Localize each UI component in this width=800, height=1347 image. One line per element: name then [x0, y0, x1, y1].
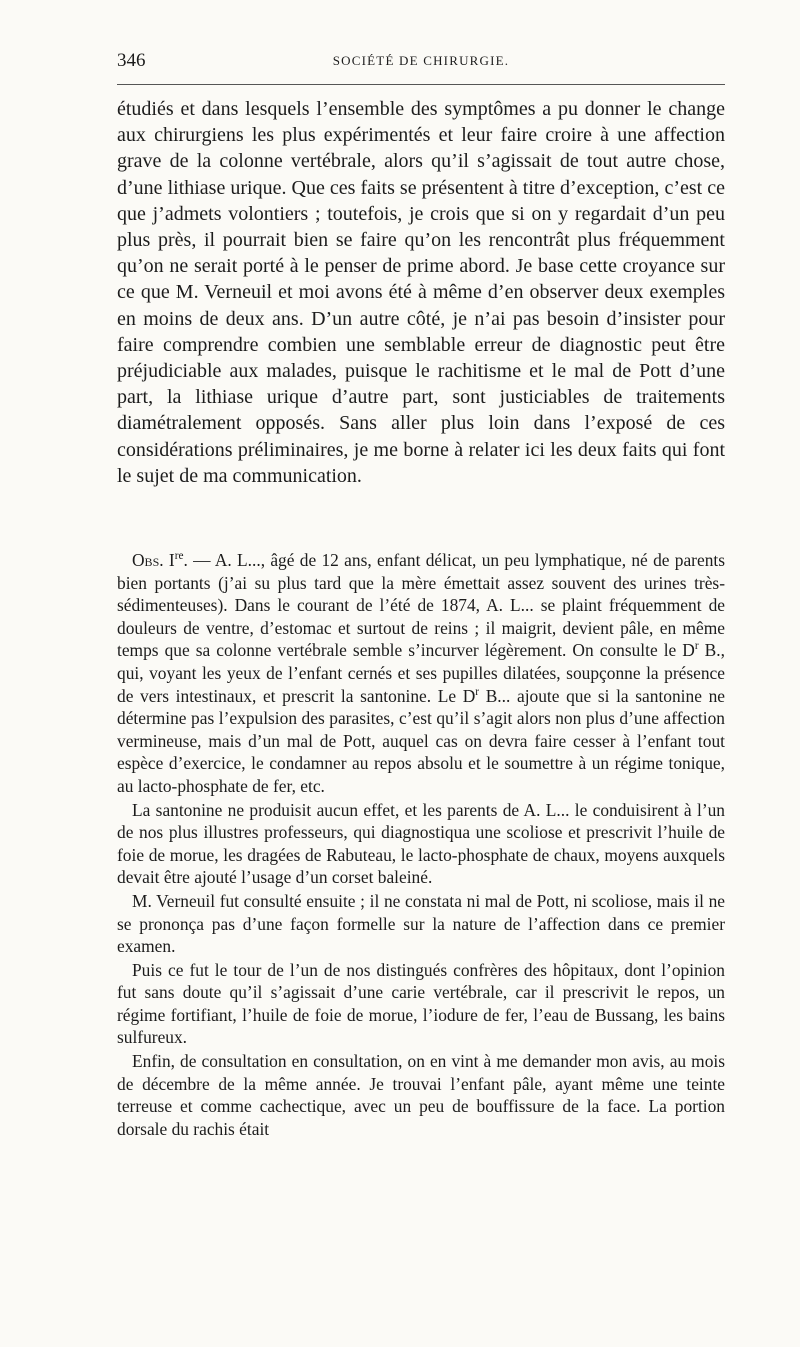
- observation-block: [117, 549, 725, 1140]
- observation-paragraph-1: [117, 549, 725, 798]
- obs-text-1: . — A. L..., âgé de 12 ans, enfant délicat, un peu lymphatique, né de parents bien portants (j’ai su plus tard que la mère émettait assez souvent des urines très-sédimenteuses). Dans le courant de l’été de 1874, A. L... se plaint fréquemment de douleurs de ventre, d’estomac et surtout de reins ; il maigrit, devient pâle, en même temps que sa colonne vertébrale semble s’incurver légèrement. On consulte le D: [117, 550, 725, 661]
- obs-label: Obs.: [132, 550, 164, 570]
- obs-text-2: B., qui, voyant les yeux de l’enfant cernés et ses pupilles dilatées, soupçonne la présence de vers intestinaux, et prescrit la santonine. Le D: [117, 640, 725, 706]
- header-rule: [117, 84, 725, 85]
- main-text: [117, 96, 725, 489]
- observation-paragraph-2: La santonine ne produisit aucun effet, et les parents de A. L... le conduisirent à l’un de nos plus illustres professeurs, qui diagnostiqua une scoliose et prescrivit l’huile de foie de morue, les dragées de Rabuteau, le lacto-phosphate de chaux, moyens auxquels devait être ajouté l’usage d’un corset baleiné.: [117, 799, 725, 888]
- dr-sup-2: r: [475, 685, 480, 698]
- observation-paragraph-4: Puis ce fut le tour de l’un de nos distingués confrères des hôpitaux, dont l’opinion fut sans doute qu’il s’agissait d’une carie vertébrale, car il prescrivit le repos, un régime fortifiant, l’huile de foie de morue, l’iodure de fer, l’eau de Bussang, les bains sulfureux.: [117, 959, 725, 1048]
- dr-sup-1: r: [694, 640, 699, 653]
- page-number: 346: [117, 50, 146, 71]
- obs-text-3: B... ajoute que si la santonine ne détermine pas l’expulsion des parasites, c’est qu’il s’agit alors non plus d’une affection vermineuse, mais d’un mal de Pott, auquel cas on devra faire cesser à l’enfant tout espèce d’exercice, le condamner au repos absolu et le soumettre à un régime tonique, au lacto-phosphate de fer, etc.: [117, 685, 725, 796]
- observation-paragraph-3: M. Verneuil fut consulté ensuite ; il ne constata ni mal de Pott, ni scoliose, mais il ne se prononça pas d’une façon formelle sur la nature de l’affection dans ce premier examen.: [117, 890, 725, 957]
- running-head: SOCIÉTÉ DE CHIRURGIE.: [332, 53, 510, 68]
- observation-paragraph-5: Enfin, de consultation en consultation, on en vint à me demander mon avis, au mois de décembre de la même année. Je trouvai l’enfant pâle, ayant même une teinte terreuse et comme cachectique, avec un peu de bouffissure de la face. La portion dorsale du rachis était: [117, 1051, 725, 1139]
- intro-paragraph: étudiés et dans lesquels l’ensemble des symptômes a pu donner le change aux chirurgiens les plus expérimentés et leur faire croire à une affection grave de la colonne vertébrale, alors qu’il s’agissait de tout autre chose, d’une lithiase urique. Que ces faits se présentent à titre d’exception, c’est ce que j’admets volontiers ; toutefois, je crois que si on y regardait d’un peu plus près, il pourrait bien se faire qu’on les rencontrât plus fréquemment qu’on ne serait porté à le penser de prime abord. Je base cette croyance sur ce que M. Verneuil et moi avons été à même d’en observer deux exemples en moins de deux ans. D’un autre côté, je n’ai pas besoin d’insister pour faire comprendre combien une semblable erreur de diagnostic peut être préjudiciable aux malades, puisque le rachitisme et le mal de Pott d’une part, la lithiase urique d’autre part, sont justiciables de traitements diamétralement opposés. Sans aller plus loin dans l’exposé de ces considérations préliminaires, je me borne à relater ici les deux faits qui font le sujet de ma communication.: [117, 98, 725, 487]
- page-header: [117, 50, 725, 74]
- obs-number-sup: re: [174, 550, 184, 563]
- obs-number: I: [168, 550, 175, 570]
